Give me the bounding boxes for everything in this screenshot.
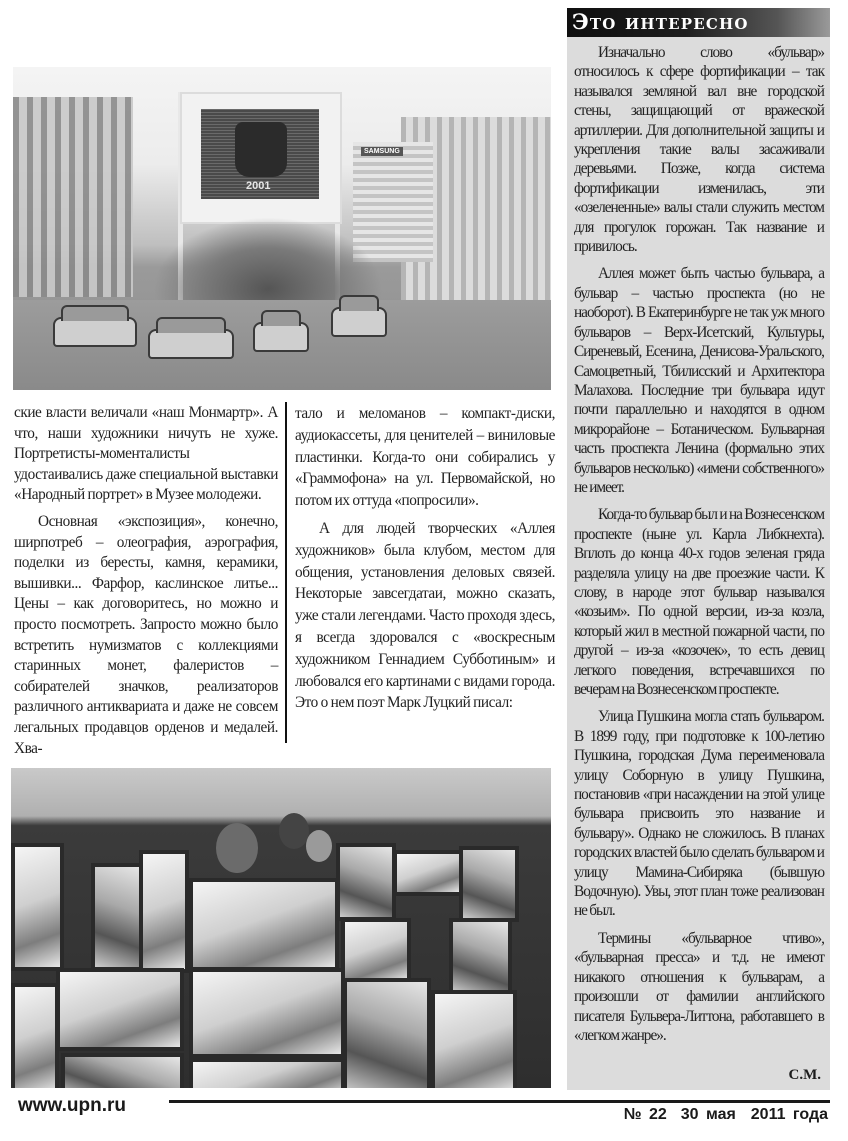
- car: [53, 317, 137, 347]
- fist-image: [235, 122, 287, 177]
- painting: [91, 863, 144, 971]
- article-paragraph: А для людей творческих «Аллея художников» была клубом, местом для общения, установления деловых связей. Некоторые завсегдатаи, можно сказать, уже стали легендами. Часто проходя здесь, я всегда здоровался с «воскресным художником Геннадием Субботиным» и любовался его картинами с видами города. Это о нем поэт Марк Луцкий писал:: [295, 519, 555, 712]
- painting: [189, 1058, 345, 1088]
- sidebar-title: Это интересно: [572, 9, 749, 34]
- article-paragraph: ские власти величали «наш Монмартр». А что, наши художники ничуть не хуже. Портретисты-моменталисты удостаивались даже специальной выставки «Народный портрет» в Музее молодежи.: [14, 404, 278, 504]
- painting: [189, 968, 345, 1058]
- samsung-sign: SAMSUNG: [361, 147, 403, 156]
- painting: [189, 878, 339, 971]
- painting: [11, 983, 59, 1088]
- car: [331, 307, 387, 337]
- sidebar-paragraph: Термины «бульварное чтиво», «бульварная пресса» и т.д. не имеют никакого отношения к бульварам, а произошли от фамилии английского писателя Бульвера-Литтона, работавшего в «легком жанре».: [574, 929, 824, 1044]
- painting: [139, 850, 189, 973]
- painting: [336, 843, 396, 921]
- sidebar-body: [574, 43, 824, 1053]
- article-paragraph: Основная «экспозиция», конечно, ширпотреб – олеография, аэрография, поделки из бересты, камня, керамики, вышивки... Фарфор, каслинское литье... Цены – как договоритесь, но можно и просто посмотреть. Запросто можно было встретить нумизматов с коллекциями старинных монет, фалеристов – собирателей значков, реализаторов различного антиквариата и даже не совсем легальных продавцов орденов и медалей. Хва-: [14, 512, 278, 757]
- vendor-person: [306, 830, 332, 862]
- sidebar-box: [567, 8, 830, 1090]
- painting: [61, 1053, 184, 1088]
- paintings-photo: [11, 768, 551, 1088]
- painting: [459, 846, 519, 922]
- issue-number: № 22: [623, 1106, 667, 1123]
- painting: [449, 918, 512, 996]
- sidebar-header: [567, 8, 830, 37]
- sidebar-paragraph: Когда-то бульвар был и на Вознесенском проспекте (ныне ул. Карла Либкнехта). Вплоть до конца 40-х годов зеленая гряда разделяла улицу на две проезжие части. К слову, в народе этот бульвар назывался «козьим». По одной версии, из-за козла, который жил в местной пожарной части, по другой – из-за «козочек», то есть девиц легкого поведения, встречавшихся по вечерам на Вознесенском проспекте.: [574, 506, 824, 698]
- column-divider: [285, 402, 287, 743]
- painting: [343, 978, 431, 1088]
- sidebar-paragraph: Изначально слово «бульвар» относилось к сфере фортификации – так назывался земляной вал вне городской стены, защищающий от вражеской артиллерии. Для дополнительной защиты и укрепления такие валы засаживали деревьями. Позже, когда система фортификации изменилась, эти «озелененные» валы стали служить местом для прогулок горожан. Так название и привилось.: [574, 44, 824, 256]
- sidebar-paragraph: Улица Пушкина могла стать бульваром. В 1899 году, при подготовке к 100-летию Пушкина, городская Дума переименовала улицу Соборную в улицу Пушкина, постановив «при насаждении на этой улице бульвара присвоить это название и бульвару». Однако не сложилось. В планах городских властей было сделать бульваром и улицу Мамина-Сибиряка (бывшую Водочную). Увы, этот план тоже реализован не был.: [574, 708, 824, 920]
- vendor-person: [279, 813, 309, 849]
- sidebar-paragraph: Аллея может быть частью бульвара, а бульвар – частью проспекта (но не наоборот). В Екатеринбурге не так уж много бульваров – Верх-Исетский, Культуры, Сиреневый, Есенина, Денисова-Уральского, Самоцветный, Тбилисский и Архитектора Малахова. Последние три бульвара идут почти параллельно и находятся в одном микрорайоне – Ботаническом. Бульварная часть проспекта Ленина (формально этих бульваров несколько) «имени собственного» не имеет.: [574, 265, 824, 496]
- painting: [56, 968, 184, 1051]
- billboard-year: 2001: [246, 180, 271, 192]
- painting: [341, 918, 411, 984]
- vendor-person: [216, 823, 258, 873]
- car: [253, 322, 309, 352]
- article-column-1: [14, 403, 278, 759]
- article-paragraph: тало и меломанов – компакт-диски, аудиокассеты, для ценителей – виниловые пластинки. Когда-то они собирались у «Граммофона» на ул. Первомайской, но потом их оттуда «попросили».: [295, 405, 555, 510]
- article-column-2: [295, 403, 555, 714]
- issue-date: 30 мая 2011 года: [680, 1106, 828, 1123]
- building-left: [13, 97, 133, 297]
- footer-rule: [169, 1100, 830, 1103]
- car: [148, 329, 234, 359]
- sidebar-signature: С.М.: [788, 1067, 821, 1083]
- website-link[interactable]: www.upn.ru: [18, 1095, 127, 1116]
- issue-info: [624, 1106, 828, 1124]
- painting: [431, 990, 517, 1088]
- trees: [153, 217, 383, 307]
- street-photo: [13, 67, 551, 390]
- painting: [393, 850, 463, 896]
- painting: [11, 843, 64, 971]
